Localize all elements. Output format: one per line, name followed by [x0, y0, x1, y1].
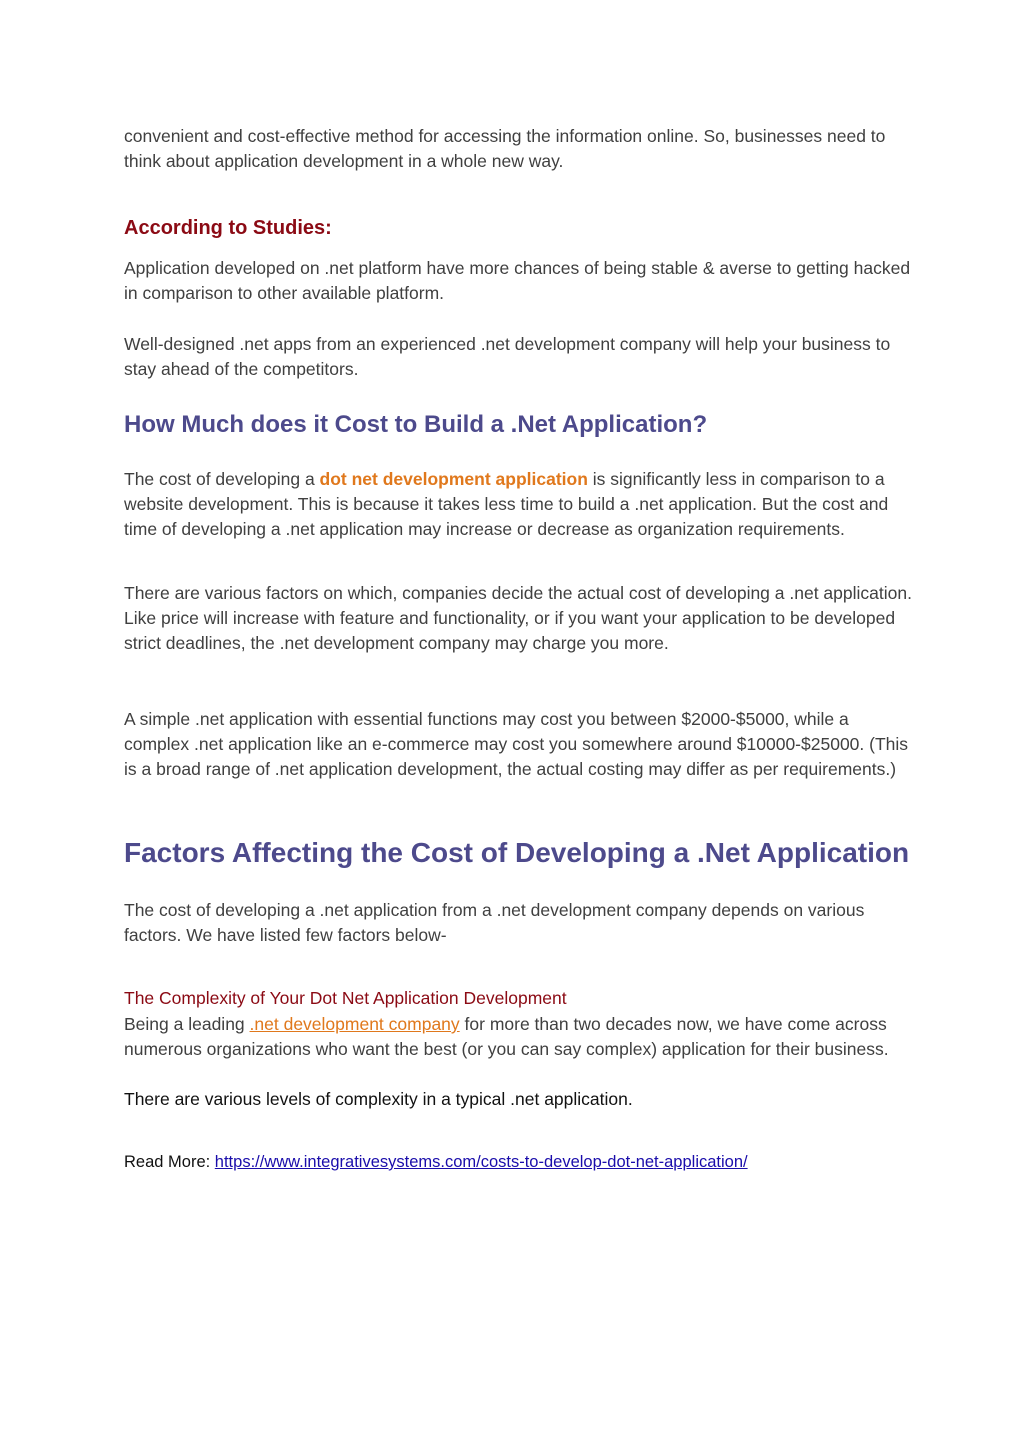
- read-more-link[interactable]: https://www.integrativesystems.com/costs-to-develop-dot-net-application/: [214, 1153, 748, 1171]
- net-development-company-link[interactable]: .net development company: [249, 1014, 460, 1034]
- factors-paragraph-3: There are various levels of complexity in a typical .net application.: [124, 1089, 633, 1109]
- cost-paragraph-3: A simple .net application with essential functions may cost you between $2000-$5000, while a complex .net application like an e-commerce may cost you somewhere around $10000-$25000. (This is a broad range of .net application development, the actual costing may differ as per requirements.): [124, 709, 909, 780]
- read-more-line: [124, 1151, 914, 1173]
- cost-paragraph-1: [124, 467, 914, 543]
- read-more-label: Read More:: [124, 1153, 215, 1171]
- factors-paragraph-2-end: for more than two decades now, we have come across numerous organizations who want the best (or you can say complex) application for their business.: [124, 1014, 889, 1060]
- dot-net-development-application-highlight: dot net development application: [319, 469, 588, 489]
- studies-paragraph-1: Application developed on .net platform have more chances of being stable & averse to getting hacked in comparison to other available platform.: [124, 258, 911, 304]
- factors-paragraph-1: The cost of developing a .net application from a .net development company depends on various factors. We have listed few factors below-: [124, 900, 865, 946]
- cost-paragraph-2: There are various factors on which, companies decide the actual cost of developing a .net application. Like price will increase with feature and functionality, or if you want your application to be developed strict deadlines, the .net development company may charge you more.: [124, 583, 912, 654]
- intro-paragraph: convenient and cost-effective method for accessing the information online. So, businesses need to think about application development in a whole new way.: [124, 126, 886, 172]
- studies-heading: According to Studies:: [124, 217, 332, 239]
- factors-heading: Factors Affecting the Cost of Developing a .Net Application: [124, 837, 910, 868]
- cost-heading: How Much does it Cost to Build a .Net Application?: [124, 411, 708, 438]
- cost-paragraph-1-end: is significantly less in comparison to a website development. This is because it takes less time to build a .net application. But the cost and time of developing a .net application may increase or decrease as organization requirements.: [124, 469, 889, 540]
- cost-paragraph-1-start: The cost of developing a: [124, 469, 320, 489]
- studies-paragraph-2: Well-designed .net apps from an experienced .net development company will help your business to stay ahead of the competitors.: [124, 334, 891, 380]
- factors-paragraph-2: [124, 1012, 914, 1062]
- factors-paragraph-2-start: Being a leading: [124, 1014, 250, 1034]
- complexity-subheading: The Complexity of Your Dot Net Application Development: [124, 988, 567, 1008]
